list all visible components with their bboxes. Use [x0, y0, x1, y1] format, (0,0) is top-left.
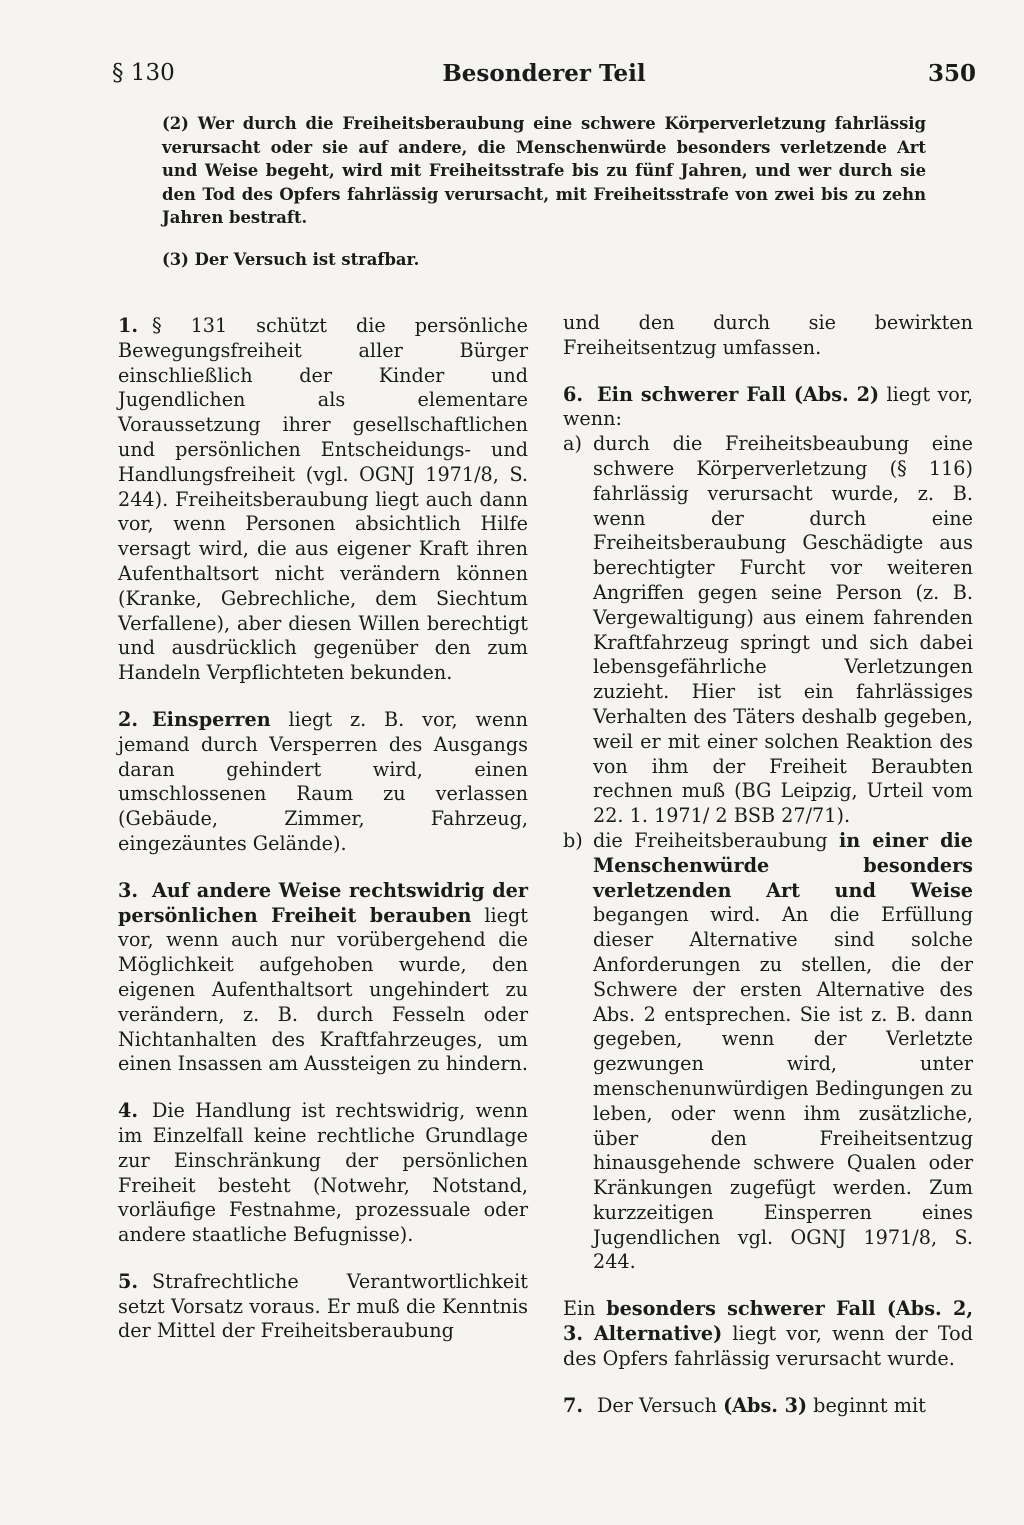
commentary-note-5-continued: und den durch sie bewirkten Freiheitsentzug umfassen. [563, 311, 973, 359]
page-number: 350 [927, 60, 976, 87]
commentary-note-2 [118, 708, 528, 857]
commentary-note-3 [118, 879, 528, 1077]
note-keyword: Auf andere Weise rechtswidrig der persönlichen Freiheit berauben [118, 878, 528, 927]
item-label: a) [563, 432, 582, 456]
note-text: Die Handlung ist rechtswidrig, wenn im Einzelfall keine rechtliche Grundlage zur Einschränkung der persönlichen Freiheit besteht (Notwehr, Notstand, vorläufige Festnahme, prozessuale oder andere staatliche Befugnisse). [118, 1099, 528, 1247]
note-text-rest: beginnt mit [807, 1393, 926, 1417]
item-text: durch die Freiheitsbeaubung eine schwere Körperverletzung (§ 116) fahrlässig verursacht wurde, z. B. wenn der durch eine Freiheitsberaubung Geschädigte aus berechtigter Furcht vor weiteren Angriffen gegen seine Person (z. B. Vergewaltigung) aus einem fahrenden Kraftfahrzeug springt und sich dabei lebensgefährliche Verletzungen zuzieht. Hier ist ein fahrlässiges Verhalten des Täters deshalb gegeben, weil er mit einer solchen Reaktion des von ihm der Freiheit Beraubten rechnen muß (BG Leipzig, Urteil vom 22. 1. 1971/ 2 BSB 27/71). [593, 432, 973, 828]
commentary-note-5 [118, 1270, 528, 1344]
item-text-lead: die Freiheitsberaubung [593, 828, 839, 852]
commentary-right-column [563, 311, 973, 1440]
note-number: 5. [118, 1269, 139, 1293]
note-text: § 131 schützt die persönliche Bewegungsfreiheit aller Bürger einschließlich der Kinder und Jugendlichen als elementare Voraussetzung ihrer gesellschaftlichen und persönlichen Entscheidungs- und Handlungsfreiheit (vgl. OGNJ 1971/8, S. 244). Freiheitsberaubung liegt auch dann vor, wenn Personen absichtlich Hilfe versagt wird, die aus eigener Kraft ihren Aufenthaltsort nicht verändern können (Kranke, Gebrechliche, dem Siechtum Verfallene), aber diesen Willen berechtigt und ausdrücklich gegenüber den zum Handeln Verpflichteten bekunden. [118, 314, 528, 685]
note-keyword: (Abs. 3) [723, 1393, 808, 1417]
note-keyword: Einsperren [152, 707, 271, 731]
commentary-note-4 [118, 1099, 528, 1248]
commentary-note-7 [563, 1394, 973, 1419]
running-section-number: § 130 [112, 60, 175, 86]
commentary-left-column [118, 314, 528, 1366]
note-keyword: besonders schwerer Fall (Abs. 2, 3. Alternative) [563, 1297, 973, 1346]
commentary-note-6-especially-severe [563, 1297, 973, 1371]
note-text: liegt z. B. vor, wenn jemand durch Versperren des Ausgangs daran gehindert wird, einen umschlossenen Raum zu verlassen (Gebäude, Zimmer, Fahrzeug, eingezäuntes Gelände). [118, 707, 528, 855]
note-number: 3. [118, 878, 139, 902]
note-text: liegt vor, wenn: [563, 382, 973, 431]
note-6-item-a [563, 432, 973, 829]
item-text [593, 829, 973, 1275]
note-keyword: Ein schwerer Fall (Abs. 2) [597, 382, 880, 406]
note-number: 2. [118, 707, 139, 731]
item-keyword: in einer die Menschenwürde besonders verletzenden Art und Weise [593, 828, 973, 902]
note-text: liegt vor, wenn der Tod des Opfers fahrlässig verursacht wurde. [563, 1322, 973, 1370]
item-text-rest: begangen wird. An die Erfüllung dieser Alternative sind solche Anforderungen zu stellen, die der Schwere der ersten Alternative des Abs. 2 entsprechen. Sie ist z. B. dann gegeben, wenn der Verletzte gezwungen wird, unter menschenunwürdigen Bedingungen zu leben, oder wenn ihm zusätzliche, über den Freiheitsentzug hinausgehende schwere Qualen oder Kränkungen zugefügt werden. Zum kurzzeitigen Einsperren eines Jugendlichen vgl. OGNJ 1971/8, S. 244. [593, 903, 973, 1274]
note-text: Strafrechtliche Verantwortlichkeit setzt Vorsatz voraus. Er muß die Kenntnis der Mittel der Freiheitsberaubung [118, 1269, 528, 1343]
note-text: Der Versuch [597, 1393, 724, 1417]
note-text: liegt vor, wenn auch nur vorübergehend die Möglichkeit aufgehoben wurde, den eigenen Aufenthaltsort ungehindert zu verändern, z. B. durch Fesseln oder Nichtanhalten des Kraftfahrzeuges, um einen Insassen am Aussteigen zu hindern. [118, 903, 529, 1076]
commentary-note-1 [118, 314, 528, 686]
note-number: 7. [563, 1393, 584, 1417]
note-text-lead: Ein [563, 1297, 607, 1321]
page-header [112, 60, 976, 94]
note-6-item-b [563, 829, 973, 1275]
statute-paragraph-2: (2) Wer durch die Freiheitsberaubung eine schwere Körperverletzung fahrlässig verursacht oder sie auf andere, die Menschenwürde besonders verletzende Art und Weise begeht, wird mit Freiheitsstrafe bis zu fünf Jahren, und wer durch sie den Tod des Opfers fahrlässig verursacht, mit Freiheitsstrafe von zwei bis zu zehn Jahren bestraft. [162, 114, 926, 227]
note-number: 6. [563, 382, 584, 406]
item-label: b) [563, 828, 583, 852]
statute-paragraph-3: (3) Der Versuch ist strafbar. [162, 250, 420, 269]
note-number: 4. [118, 1099, 139, 1123]
commentary-note-6 [563, 383, 973, 433]
note-number: 1. [118, 314, 139, 337]
running-title: Besonderer Teil [442, 60, 646, 87]
